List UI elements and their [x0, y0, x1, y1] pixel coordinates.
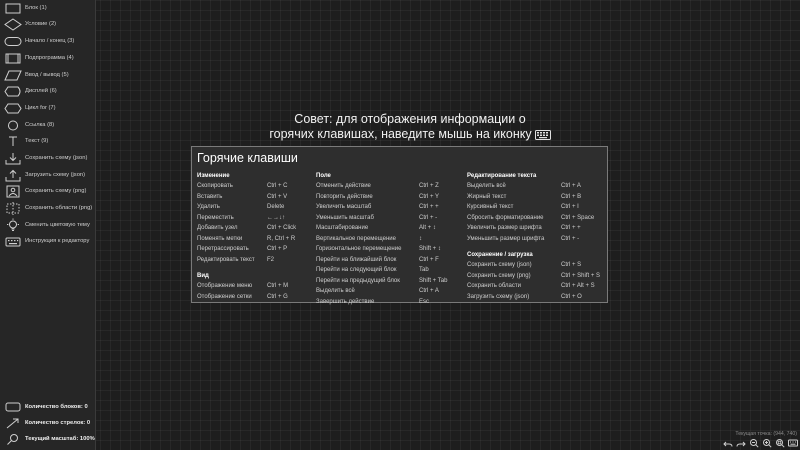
hotkey-keys: Ctrl + F — [419, 256, 439, 263]
zoom-fit-icon[interactable] — [775, 438, 785, 448]
upload-icon — [0, 167, 26, 183]
hotkey-keys: Ctrl + + — [561, 225, 581, 231]
hotkey-keys: Ctrl + + — [419, 204, 439, 210]
stat-label: Количество блоков: 0 — [25, 404, 88, 410]
hotkey-keys: F2 — [267, 256, 275, 263]
hotkey-row — [316, 234, 422, 245]
hotkey-action: Отображение меню — [197, 283, 253, 289]
tool-label: Сохранить схему (json) — [25, 155, 88, 161]
diamond-condition-icon — [0, 16, 26, 32]
hotkeys-column — [467, 171, 601, 302]
hotkey-row — [467, 202, 579, 213]
hotkey-row — [316, 265, 429, 276]
hotkeys-column — [197, 171, 297, 302]
hotkey-row — [467, 292, 582, 303]
hotkeys-section-title: Вид — [197, 273, 209, 279]
tool-label: Подпрограмма (4) — [25, 55, 74, 61]
hotkey-keys: Ctrl + O — [561, 293, 582, 300]
tool-label: Ввод / вывод (5) — [25, 72, 69, 78]
hotkey-keys: Ctrl + Y — [419, 193, 440, 200]
hotkey-keys: Ctrl + I — [561, 204, 579, 210]
hotkey-row — [197, 244, 288, 255]
hotkey-row — [316, 202, 439, 213]
hotkey-action: Перейти на предыдущий блок — [316, 277, 400, 284]
hotkey-keys: Shift + ↕ — [419, 246, 441, 252]
tool-display-shape[interactable] — [0, 83, 96, 99]
cursor-coordinates: Текущая точка: (944, 740) — [735, 431, 797, 437]
hotkeys-section-title: Поле — [316, 173, 331, 179]
hotkey-action: Редактировать текст — [197, 256, 255, 263]
tool-upload[interactable] — [0, 167, 96, 183]
tool-label: Цикл for (7) — [25, 105, 56, 111]
hotkey-action: Завершить действие — [316, 298, 375, 305]
tool-hexagon-loop[interactable] — [0, 100, 96, 116]
hotkey-keys: Ctrl + Alt + S — [561, 283, 595, 289]
hint-line-2: горячих клавишах, наведите мышь на иконку — [269, 127, 532, 141]
hotkey-row — [467, 181, 581, 192]
hotkeys-section-title: Редактирование текста — [467, 173, 537, 179]
hotkeys-title: Горячие клавиши — [197, 151, 298, 165]
redo-icon[interactable] — [736, 438, 746, 448]
hotkey-row — [316, 276, 448, 287]
hotkey-row — [467, 234, 580, 245]
sidebar — [0, 0, 96, 450]
hotkeys-panel — [191, 146, 608, 303]
tool-keyboard[interactable] — [0, 233, 96, 249]
display-shape-icon — [0, 83, 26, 99]
hotkey-action: Жирный текст — [467, 193, 507, 200]
hotkey-action: Перетрассировать — [197, 246, 249, 252]
hotkey-action: Удалить — [197, 204, 220, 210]
rectangle-block-icon — [0, 0, 26, 16]
hotkey-keys: Ctrl + Space — [561, 214, 595, 221]
tool-circle-link[interactable] — [0, 117, 96, 133]
keyboard-icon — [0, 233, 26, 249]
hotkey-action: Сохранить схему (png) — [467, 272, 531, 279]
undo-icon[interactable] — [723, 438, 733, 448]
tool-label: Текст (9) — [25, 138, 49, 144]
hotkey-action: Сохранить схему (json) — [467, 262, 532, 268]
hotkey-action: Повторить действие — [316, 193, 373, 200]
hint-message — [195, 112, 625, 144]
download-icon — [0, 150, 26, 166]
hotkey-keys: Ctrl + A — [419, 288, 439, 294]
hotkey-action: Отменить действие — [316, 183, 371, 189]
tool-label: Дисплей (6) — [25, 88, 57, 94]
hotkey-keys: ↕ — [419, 235, 422, 242]
parallelogram-io-icon — [0, 67, 26, 83]
hotkey-keys: Ctrl + - — [561, 235, 580, 242]
hotkey-row — [467, 213, 595, 224]
hotkey-action: Масштабирование — [316, 225, 369, 231]
hotkey-row — [316, 297, 430, 308]
hotkey-keys: Esc — [419, 298, 430, 305]
tool-parallelogram-io[interactable] — [0, 67, 96, 83]
hotkey-action: Поменять метки — [197, 235, 243, 242]
hotkey-keys: Ctrl + Shift + S — [561, 272, 601, 279]
hotkey-keys: Ctrl + G — [267, 293, 288, 300]
arrow-count-icon — [0, 416, 26, 430]
hotkey-keys: Ctrl + P — [267, 246, 288, 252]
tool-label: Инструкция к редактору — [25, 238, 90, 244]
hotkey-row — [197, 181, 288, 192]
hotkey-row — [467, 281, 595, 292]
hotkey-row — [467, 260, 582, 271]
hotkey-action: Сбросить форматирование — [467, 214, 544, 221]
hotkey-row — [197, 192, 288, 203]
hotkey-row — [197, 292, 288, 303]
tool-rectangle-block[interactable] — [0, 0, 96, 16]
hotkey-row — [197, 281, 289, 292]
tool-label: Ссылка (8) — [25, 122, 55, 128]
hotkey-keys: Ctrl + - — [419, 214, 438, 221]
tool-lightbulb[interactable] — [0, 217, 96, 233]
keyboard-icon — [535, 129, 551, 144]
hotkey-keys: Delete — [267, 204, 285, 210]
hotkey-keys: Ctrl + S — [561, 262, 582, 268]
hotkey-keys: Ctrl + A — [561, 183, 581, 189]
tool-subroutine[interactable] — [0, 50, 96, 66]
hotkey-keys: Ctrl + B — [561, 193, 582, 200]
hotkey-row — [316, 181, 439, 192]
hotkey-action: Перейти на следующий блок — [316, 267, 397, 273]
area-select-icon — [0, 200, 26, 216]
stat-row — [0, 432, 96, 446]
hotkeys-section-title: Изменение — [197, 173, 230, 179]
hotkey-row — [316, 213, 438, 224]
hotkey-action: Загрузить схему (json) — [467, 293, 530, 300]
hotkey-action: Горизонтальное перемещение — [316, 246, 402, 252]
stat-row — [0, 400, 96, 414]
hotkey-action: Уменьшить размер шрифта — [467, 235, 545, 242]
hotkey-action: Скопировать — [197, 183, 233, 189]
tool-diamond-condition[interactable] — [0, 16, 96, 32]
hotkey-keys: Ctrl + M — [267, 283, 289, 289]
hotkey-row — [197, 223, 297, 234]
view-controls — [723, 437, 798, 448]
hotkey-row — [467, 223, 581, 234]
tool-terminal-pill[interactable] — [0, 33, 96, 49]
hexagon-loop-icon — [0, 100, 26, 116]
hotkey-action: Вставить — [197, 193, 223, 200]
hotkey-action: Увеличить масштаб — [316, 204, 372, 210]
zoom-scale-icon — [0, 432, 26, 446]
zoom-out-icon[interactable] — [749, 438, 759, 448]
hotkey-keys: ←→↓↑ — [267, 214, 285, 221]
stat-label: Текущий масштаб: 100% — [25, 436, 95, 442]
hotkey-action: Переместить — [197, 214, 234, 221]
hotkey-row — [197, 202, 285, 213]
hotkey-row — [316, 192, 440, 203]
hotkey-action: Увеличить размер шрифта — [467, 225, 542, 231]
hotkey-keys: R, Ctrl + R — [267, 235, 296, 242]
hotkey-row — [197, 255, 275, 266]
hotkey-row — [316, 286, 439, 297]
hotkey-action: Выделить всё — [467, 183, 506, 189]
hotkey-keys: Alt + ↕ — [419, 225, 436, 231]
hotkey-keys: Ctrl + Z — [419, 183, 439, 189]
hotkey-action: Курсивный текст — [467, 204, 514, 210]
circle-link-icon — [0, 117, 26, 133]
hotkey-action: Выделить всё — [316, 288, 355, 294]
image-icon — [0, 183, 26, 199]
text-icon — [0, 133, 26, 149]
tool-label: Начало / конец (3) — [25, 38, 75, 44]
zoom-in-icon[interactable] — [762, 438, 772, 448]
stat-row — [0, 416, 96, 430]
hotkey-row — [467, 192, 582, 203]
keyboard-icon[interactable] — [788, 438, 798, 448]
hotkey-action: Уменьшить масштаб — [316, 214, 374, 221]
tool-label: Сохранить схему (png) — [25, 188, 87, 194]
tool-download[interactable] — [0, 150, 96, 166]
hotkey-action: Сохранить области — [467, 283, 521, 289]
tool-label: Блок (1) — [25, 5, 47, 11]
hotkey-keys: Shift + Tab — [419, 277, 448, 284]
subroutine-icon — [0, 50, 26, 66]
hotkey-keys: Tab — [419, 267, 429, 273]
hotkey-row — [316, 244, 441, 255]
hotkey-row — [316, 255, 439, 266]
hotkey-action: Отображение сетки — [197, 293, 252, 300]
hotkey-keys: Ctrl + C — [267, 183, 288, 189]
hotkey-row — [197, 234, 296, 245]
hotkey-keys: Ctrl + V — [267, 193, 288, 200]
tool-label: Сохранить области (png) — [25, 205, 93, 211]
hotkey-row — [467, 271, 601, 282]
hotkeys-section-title: Сохранение / загрузка — [467, 252, 533, 258]
hotkey-keys: Ctrl + Click — [267, 225, 297, 231]
hotkey-action: Добавить узел — [197, 225, 238, 231]
tool-image[interactable] — [0, 183, 96, 199]
tool-label: Загрузить схему (json) — [25, 172, 86, 178]
tool-text[interactable] — [0, 133, 96, 149]
hint-line-1: Совет: для отображения информации о — [294, 112, 526, 126]
hotkeys-column — [316, 171, 448, 307]
tool-label: Условие (2) — [25, 21, 57, 27]
terminal-pill-icon — [0, 33, 26, 49]
lightbulb-icon — [0, 217, 26, 233]
tool-area-select[interactable] — [0, 200, 96, 216]
stat-label: Количество стрелок: 0 — [25, 420, 91, 426]
hotkey-action: Вертикальное перемещение — [316, 235, 396, 242]
hotkey-action: Перейти на ближайший блок — [316, 256, 397, 263]
block-count-icon — [0, 400, 26, 414]
tool-label: Сменить цветовую тему — [25, 222, 90, 228]
hotkey-row — [197, 213, 285, 224]
hotkey-row — [316, 223, 436, 234]
